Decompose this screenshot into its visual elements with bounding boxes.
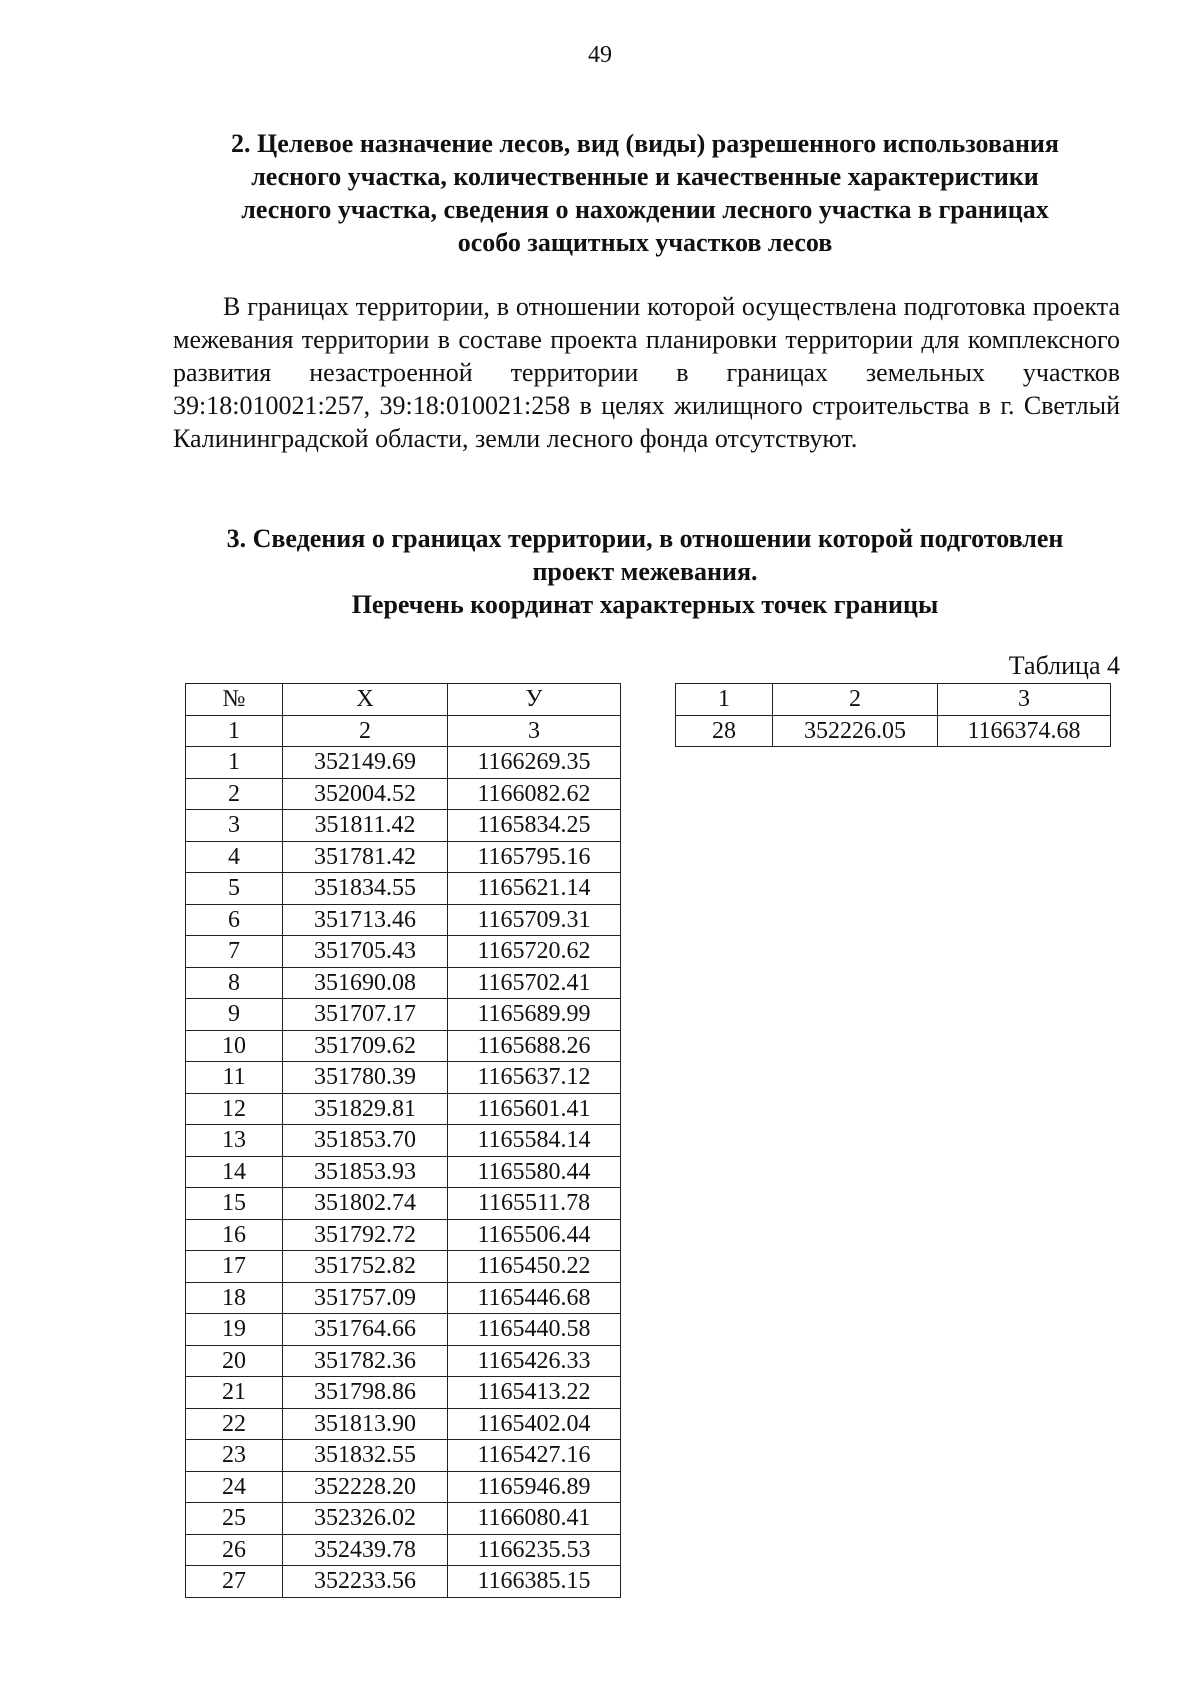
x-coordinate-cell: 352228.20: [283, 1471, 448, 1503]
point-number-cell: 19: [186, 1314, 283, 1346]
heading-line: 3. Сведения о границах территории, в отношении которой подготовлен: [226, 524, 1064, 553]
y-coordinate-cell: 1165795.16: [448, 841, 621, 873]
point-number-cell: 21: [186, 1377, 283, 1409]
y-coordinate-cell: 1165580.44: [448, 1156, 621, 1188]
table-row: [186, 1093, 621, 1125]
table-row: [186, 1125, 621, 1157]
header-cell-number: №: [186, 684, 283, 716]
y-coordinate-cell: 1165440.58: [448, 1314, 621, 1346]
x-coordinate-cell: 351764.66: [283, 1314, 448, 1346]
table-row: [186, 1471, 621, 1503]
x-coordinate-cell: 351798.86: [283, 1377, 448, 1409]
table-row: [186, 778, 621, 810]
table-row: [186, 1188, 621, 1220]
column-number-cell: 2: [283, 715, 448, 747]
y-coordinate-cell: 1165427.16: [448, 1440, 621, 1472]
y-coordinate-cell: 1165621.14: [448, 873, 621, 905]
table-row: [186, 747, 621, 779]
point-number-cell: 4: [186, 841, 283, 873]
x-coordinate-cell: 351780.39: [283, 1062, 448, 1094]
y-coordinate-cell: 1166385.15: [448, 1566, 621, 1598]
x-coordinate-cell: 351832.55: [283, 1440, 448, 1472]
heading-line: 2. Целевое назначение лесов, вид (виды) разрешенного использования: [231, 129, 1059, 158]
heading-line: лесного участка, сведения о нахождении лесного участка в границах: [241, 195, 1049, 224]
x-coordinate-cell: 351709.62: [283, 1030, 448, 1062]
x-coordinate-cell: 351792.72: [283, 1219, 448, 1251]
point-number-cell: 28: [676, 715, 773, 747]
table-row: [676, 715, 1111, 747]
point-number-cell: 15: [186, 1188, 283, 1220]
heading-line: лесного участка, количественные и качественные характеристики: [251, 162, 1039, 191]
heading-line: особо защитных участков лесов: [457, 228, 833, 257]
x-coordinate-cell: 351713.46: [283, 904, 448, 936]
x-coordinate-cell: 352326.02: [283, 1503, 448, 1535]
column-number-row: [676, 684, 1111, 716]
x-coordinate-cell: 351690.08: [283, 967, 448, 999]
table-row: [186, 810, 621, 842]
x-coordinate-cell: 351813.90: [283, 1408, 448, 1440]
section-2-heading: [170, 127, 1120, 259]
table-row: [186, 1282, 621, 1314]
y-coordinate-cell: 1165702.41: [448, 967, 621, 999]
coordinates-table-right: [675, 683, 1111, 747]
page-number: 49: [588, 42, 612, 68]
y-coordinate-cell: 1165511.78: [448, 1188, 621, 1220]
table-row: [186, 967, 621, 999]
table-row: [186, 1408, 621, 1440]
table-row: [186, 1440, 621, 1472]
y-coordinate-cell: 1165946.89: [448, 1471, 621, 1503]
point-number-cell: 8: [186, 967, 283, 999]
table-row: [186, 1062, 621, 1094]
y-coordinate-cell: 1165720.62: [448, 936, 621, 968]
table-row: [186, 873, 621, 905]
x-coordinate-cell: 351853.70: [283, 1125, 448, 1157]
point-number-cell: 2: [186, 778, 283, 810]
section-2-paragraph: В границах территории, в отношении которой осуществлена подготовка проекта межевания территории в составе проекта планировки территории для комплексного развития незастроенной территории в границах земельных участков 39:18:010021:257, 39:18:010021:258 в целях жилищного строительства в г. Светлый Калининградской области, земли лесного фонда отсутствуют.: [173, 292, 1120, 453]
x-coordinate-cell: 351757.09: [283, 1282, 448, 1314]
table-row: [186, 1156, 621, 1188]
x-coordinate-cell: 352233.56: [283, 1566, 448, 1598]
y-coordinate-cell: 1165584.14: [448, 1125, 621, 1157]
table-row: [186, 999, 621, 1031]
point-number-cell: 13: [186, 1125, 283, 1157]
table-row: [186, 936, 621, 968]
column-number-row: [186, 715, 621, 747]
y-coordinate-cell: 1165402.04: [448, 1408, 621, 1440]
point-number-cell: 5: [186, 873, 283, 905]
column-number-cell: 1: [186, 715, 283, 747]
y-coordinate-cell: 1165506.44: [448, 1219, 621, 1251]
x-coordinate-cell: 351834.55: [283, 873, 448, 905]
table-row: [186, 1377, 621, 1409]
y-coordinate-cell: 1165426.33: [448, 1345, 621, 1377]
column-number-cell: 3: [938, 684, 1111, 716]
point-number-cell: 20: [186, 1345, 283, 1377]
point-number-cell: 25: [186, 1503, 283, 1535]
x-coordinate-cell: 351705.43: [283, 936, 448, 968]
y-coordinate-cell: 1165450.22: [448, 1251, 621, 1283]
table-row: [186, 1503, 621, 1535]
header-cell-y: У: [448, 684, 621, 716]
table-row: [186, 841, 621, 873]
x-coordinate-cell: 352004.52: [283, 778, 448, 810]
table-row: [186, 1314, 621, 1346]
point-number-cell: 9: [186, 999, 283, 1031]
y-coordinate-cell: 1165637.12: [448, 1062, 621, 1094]
column-number-cell: 1: [676, 684, 773, 716]
x-coordinate-cell: 351853.93: [283, 1156, 448, 1188]
y-coordinate-cell: 1165689.99: [448, 999, 621, 1031]
x-coordinate-cell: 351811.42: [283, 810, 448, 842]
point-number-cell: 24: [186, 1471, 283, 1503]
x-coordinate-cell: 352149.69: [283, 747, 448, 779]
table-row: [186, 904, 621, 936]
x-coordinate-cell: 351802.74: [283, 1188, 448, 1220]
y-coordinate-cell: 1166235.53: [448, 1534, 621, 1566]
x-coordinate-cell: 351829.81: [283, 1093, 448, 1125]
x-coordinate-cell: 352226.05: [773, 715, 938, 747]
y-coordinate-cell: 1165413.22: [448, 1377, 621, 1409]
table-row: [186, 1251, 621, 1283]
point-number-cell: 1: [186, 747, 283, 779]
heading-line: проект межевания.: [532, 557, 758, 586]
x-coordinate-cell: 351781.42: [283, 841, 448, 873]
y-coordinate-cell: 1166374.68: [938, 715, 1111, 747]
point-number-cell: 12: [186, 1093, 283, 1125]
point-number-cell: 6: [186, 904, 283, 936]
point-number-cell: 10: [186, 1030, 283, 1062]
table-row: [186, 1534, 621, 1566]
table-row: [186, 1030, 621, 1062]
x-coordinate-cell: 351752.82: [283, 1251, 448, 1283]
section-3-heading: [170, 522, 1120, 621]
heading-line: Перечень координат характерных точек границы: [351, 590, 939, 619]
y-coordinate-cell: 1166082.62: [448, 778, 621, 810]
header-cell-x: Х: [283, 684, 448, 716]
point-number-cell: 18: [186, 1282, 283, 1314]
table-row: [186, 1566, 621, 1598]
point-number-cell: 16: [186, 1219, 283, 1251]
y-coordinate-cell: 1165688.26: [448, 1030, 621, 1062]
point-number-cell: 3: [186, 810, 283, 842]
y-coordinate-cell: 1166269.35: [448, 747, 621, 779]
x-coordinate-cell: 351782.36: [283, 1345, 448, 1377]
column-number-cell: 2: [773, 684, 938, 716]
point-number-cell: 11: [186, 1062, 283, 1094]
y-coordinate-cell: 1165709.31: [448, 904, 621, 936]
table-caption: Таблица 4: [1008, 651, 1120, 680]
y-coordinate-cell: 1166080.41: [448, 1503, 621, 1535]
coordinates-table-left: [185, 683, 621, 1598]
table-row: [186, 1219, 621, 1251]
point-number-cell: 26: [186, 1534, 283, 1566]
point-number-cell: 7: [186, 936, 283, 968]
point-number-cell: 23: [186, 1440, 283, 1472]
point-number-cell: 22: [186, 1408, 283, 1440]
point-number-cell: 14: [186, 1156, 283, 1188]
table-header-row: [186, 684, 621, 716]
x-coordinate-cell: 351707.17: [283, 999, 448, 1031]
x-coordinate-cell: 352439.78: [283, 1534, 448, 1566]
y-coordinate-cell: 1165601.41: [448, 1093, 621, 1125]
point-number-cell: 27: [186, 1566, 283, 1598]
y-coordinate-cell: 1165446.68: [448, 1282, 621, 1314]
column-number-cell: 3: [448, 715, 621, 747]
y-coordinate-cell: 1165834.25: [448, 810, 621, 842]
point-number-cell: 17: [186, 1251, 283, 1283]
table-row: [186, 1345, 621, 1377]
